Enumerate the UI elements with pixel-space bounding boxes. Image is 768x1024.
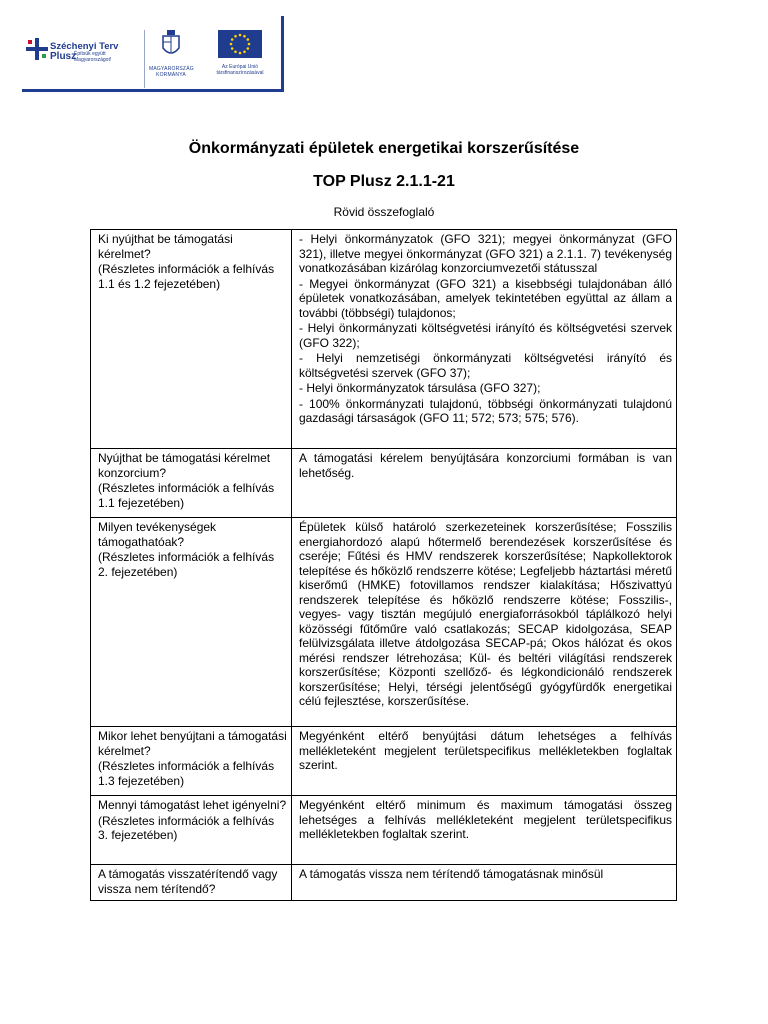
question-cell: [91, 230, 292, 449]
question-cell: [91, 796, 292, 865]
table-row: [91, 230, 677, 449]
document-title: Önkormányzati épületek energetikai korszerűsítése: [188, 140, 580, 157]
answer-cell: [292, 449, 677, 518]
answer-paragraph: - Helyi önkormányzatok (GFO 321); megyei önkormányzat (GFO 321), illetve megyei önkormányzat (GFO 321) a 2.1.1. 7) tevékenység vonatkozásában kizárólag konzorciumvezetői státusszal: [299, 232, 672, 275]
szechenyi-terv-plusz-logo: [24, 30, 144, 80]
answer-paragraph: - Helyi önkormányzati költségvetési irányító és költségvetési szervek (GFO 322);: [299, 321, 672, 350]
hungarian-government-logo: [144, 30, 195, 88]
logo-header: [22, 16, 284, 92]
szechenyi-tagline-1: Építsük együtt: [74, 51, 106, 57]
table-row: [91, 796, 677, 865]
answer-paragraph: Megyénként eltérő benyújtási dátum lehetséges a felhívás mellékleteként megjelent területspecifikus mellékletekben foglaltak szerint.: [299, 729, 672, 772]
question-text: Ki nyújthat be támogatási kérelmet?: [98, 232, 233, 261]
answer-cell: [292, 865, 677, 901]
answer-paragraph: - 100% önkormányzati tulajdonú, többségi önkormányzati tulajdonú gazdasági társaságok (GFO 11; 572; 573; 575; 576).: [299, 396, 672, 425]
government-line1: MAGYARORSZÁG: [149, 66, 194, 72]
question-cell: [91, 727, 292, 796]
government-line2: KORMÁNYA: [156, 72, 186, 78]
reference-note: (Részletes információk a felhívás 1.3 fejezetében): [98, 759, 275, 788]
table-row: [91, 727, 677, 796]
answer-paragraph: Megyénként eltérő minimum és maximum támogatási összeg lehetséges a felhívás mellékleteként megjelent területspecifikus mellékletekben foglaltak szerint.: [299, 798, 672, 841]
eu-line2: társfinanszírozásával: [216, 70, 264, 76]
reference-note: (Részletes információk a felhívás 1.1 fejezetében): [98, 481, 275, 510]
program-code: TOP Plusz 2.1.1-21: [313, 173, 455, 190]
answer-paragraph: A támogatás vissza nem térítendő támogatásnak minősül: [299, 867, 604, 881]
answer-cell: [292, 796, 677, 865]
szechenyi-tagline-2: Magyarországot!: [74, 57, 112, 63]
question-text: Mennyi támogatást lehet igényelni?: [98, 798, 287, 812]
document-subtitle: Rövid összefoglaló: [333, 205, 435, 219]
question-text: Mikor lehet benyújtani a támogatási kérelmet?: [98, 729, 287, 758]
question-text: A támogatás visszatérítendő vagy vissza nem térítendő?: [98, 867, 278, 896]
question-cell: [91, 865, 292, 901]
szechenyi-line2: Plusz: [50, 51, 77, 62]
coat-of-arms-icon: [161, 30, 181, 58]
summary-table: [90, 229, 677, 901]
answer-paragraph: A támogatási kérelem benyújtására konzorciumi formában is van lehetőség.: [299, 451, 672, 480]
question-cell: [91, 518, 292, 727]
reference-note: (Részletes információk a felhívás 1.1 és 1.2 fejezetében): [98, 262, 275, 291]
question-cell: [91, 449, 292, 518]
answer-paragraph: Épületek külső határoló szerkezeteinek korszerűsítése; Fosszilis energiahordozó alapú hőtermelő berendezések korszerűsítése és cseréje; Fűtési és HMV rendszerek korszerűsítése; Napkollektorok telepítése és hőközlő rendszerre kötése; Legfeljebb háztartási méretű kiserőmű (HMKE) fotovillamos rendszer kialakítása; Hőszivattyú rendszerek telepítése és hőközlő rendszerre kötése; Fosszilis-, vegyes- vagy tisztán megújuló energiaforrásokból táplálkozó helyi közösségi fűtőműre való csatlakozás; SECAP kidolgozása, SEAP felülvizsgálata illetve átdolgozása SECAP-pá; Okos hálózat és okos mérési rendszer létrehozása; Kül- és beltéri világítási rendszerek korszerűsítése; Központi szellőző- és légkondicionáló rendszerek korszerűsítése; Helyi, térségi jelentőségű gyógyfürdők energetikai célú fejlesztése, korszerűsítése.: [299, 520, 672, 708]
table-row: [91, 865, 677, 901]
eu-flag-icon: [218, 30, 262, 58]
szechenyi-cross-icon: [24, 36, 50, 62]
answer-paragraph: - Helyi önkormányzatok társulása (GFO 327);: [299, 381, 541, 395]
table-row: [91, 518, 677, 727]
eu-cofinancing-logo: [204, 30, 276, 88]
government-text: [149, 66, 193, 78]
answer-paragraph: - Helyi nemzetiségi önkormányzati költségvetési irányító és költségvetési szervek (GFO 37);: [299, 351, 672, 380]
szechenyi-tagline: [74, 51, 111, 63]
question-text: Nyújthat be támogatási kérelmet konzorcium?: [98, 451, 271, 480]
eu-text: [204, 64, 276, 76]
answer-cell: [292, 727, 677, 796]
reference-note: (Részletes információk a felhívás 2. fejezetében): [98, 550, 275, 579]
answer-cell: [292, 230, 677, 449]
table-row: [91, 449, 677, 518]
eu-line1: Az Európai Unió: [221, 64, 259, 70]
question-text: Milyen tevékenységek támogathatóak?: [98, 520, 217, 549]
reference-note: (Részletes információk a felhívás 3. fejezetében): [98, 813, 275, 842]
answer-cell: [292, 518, 677, 727]
answer-paragraph: - Megyei önkormányzat (GFO 321) a kisebbségi tulajdonában álló épületek vonatkozásában, amelyek tekintetében együttal az állam a további (többségi) tulajdonos;: [299, 276, 672, 320]
szechenyi-line1: Széchenyi Terv: [50, 41, 119, 52]
